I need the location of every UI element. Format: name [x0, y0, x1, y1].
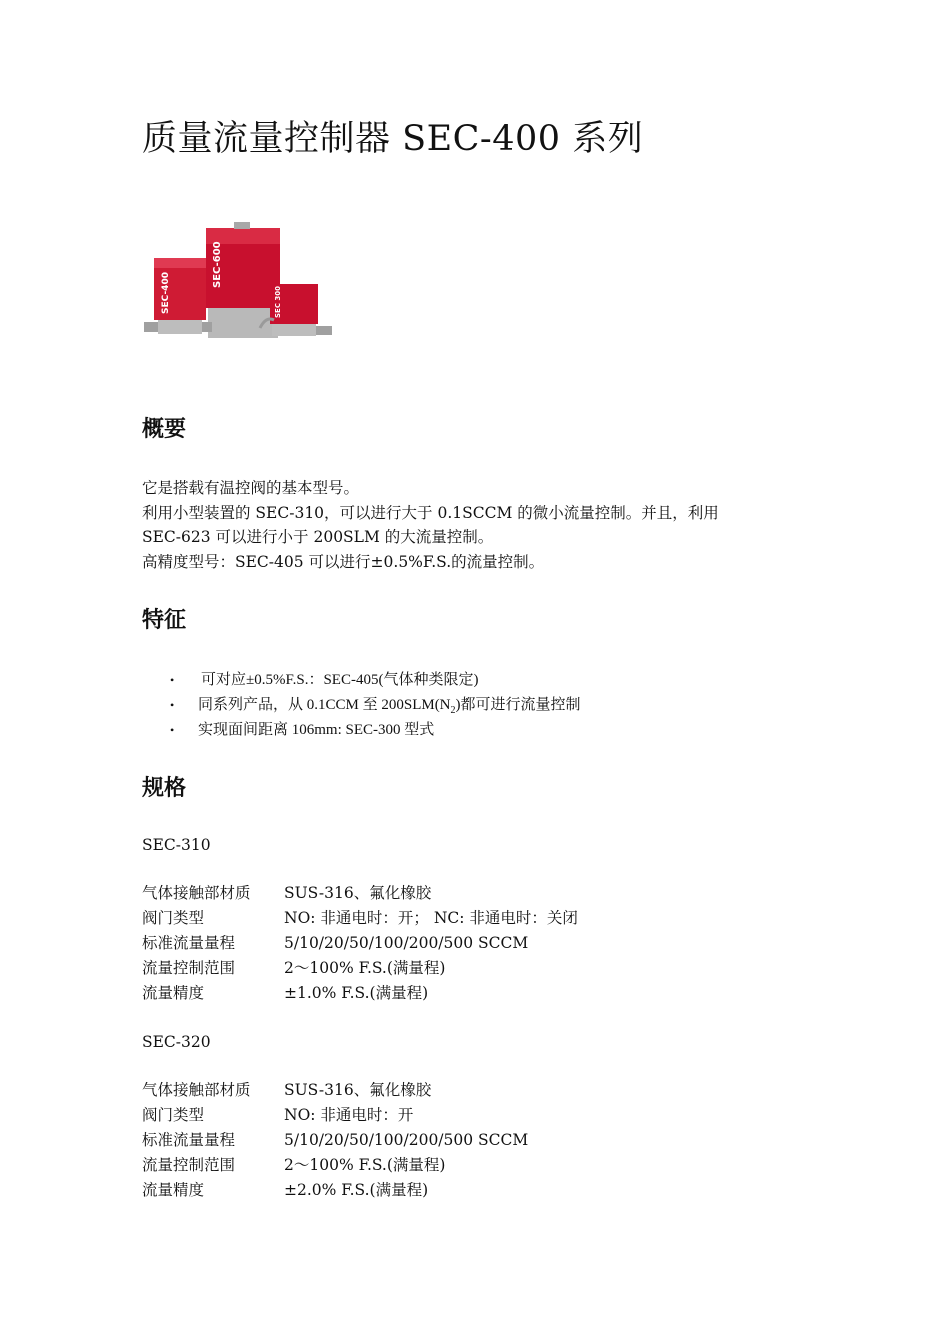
- product-image: [142, 218, 342, 348]
- overview-line: 高精度型号：SEC-405 可以进行±0.5%F.S.的流量控制。: [142, 552, 545, 571]
- model-name: SEC-320: [142, 1033, 211, 1051]
- spec-row: 气体接触部材质 SUS-316、氟化橡胶: [142, 1081, 432, 1099]
- spec-table: [142, 1078, 528, 1203]
- list-item: • 同系列产品，从 0.1CCM 至 $200SLM(N_2)$都可进行流量控制: [170, 693, 581, 718]
- spec-row: 阀门类型 NO: 非通电时：开； NC: 非通电时：关闭: [142, 909, 578, 927]
- overview-line: 它是搭载有温控阀的基本型号。: [142, 479, 360, 497]
- spec-row: 流量精度 ±2.0% F.S.(满量程): [142, 1181, 429, 1199]
- spec-row: 阀门类型 NO: 非通电时：开: [142, 1106, 414, 1124]
- unit-label-c: SEC 300: [274, 285, 282, 318]
- spec-row: 标准流量量程 5/10/20/50/100/200/500 SCCM: [142, 934, 529, 952]
- overview-heading: 概要: [142, 417, 187, 442]
- spec-row: 标准流量量程 5/10/20/50/100/200/500 SCCM: [142, 1131, 529, 1149]
- features-heading: 特征: [142, 608, 187, 633]
- specs-heading: 规格: [142, 776, 187, 801]
- bullet-icon: •: [170, 698, 175, 712]
- overview-line: 利用小型装置的 SEC-310，可以进行大于 0.1SCCM 的微小流量控制。并且，利用: [142, 503, 719, 522]
- list-item: • 实现面间距离 106mm: SEC-300 型式: [170, 718, 581, 743]
- overview-text: [142, 476, 719, 574]
- model-name: SEC-310: [142, 836, 211, 854]
- spec-table: [142, 881, 578, 1006]
- spec-row: 流量控制范围 2～100% F.S.(满量程): [142, 959, 446, 977]
- mass-flow-controller-illustration: [142, 218, 342, 348]
- page-title: 质量流量控制器 SEC-400 系列: [142, 119, 644, 159]
- spec-row: 气体接触部材质 SUS-316、氟化橡胶: [142, 884, 432, 902]
- unit-label-a: SEC-400: [161, 272, 171, 314]
- bullet-icon: •: [170, 673, 175, 687]
- list-item: • 可对应±0.5%F.S.：SEC-405(气体种类限定): [170, 668, 581, 693]
- features-list: [170, 668, 581, 743]
- bullet-icon: •: [170, 723, 175, 737]
- spec-row: 流量控制范围 2～100% F.S.(满量程): [142, 1156, 446, 1174]
- overview-line: SEC-623 可以进行小于 200SLM 的大流量控制。: [142, 528, 494, 546]
- unit-label-b: SEC-600: [212, 241, 223, 288]
- spec-row: 流量精度 ±1.0% F.S.(满量程): [142, 984, 429, 1002]
